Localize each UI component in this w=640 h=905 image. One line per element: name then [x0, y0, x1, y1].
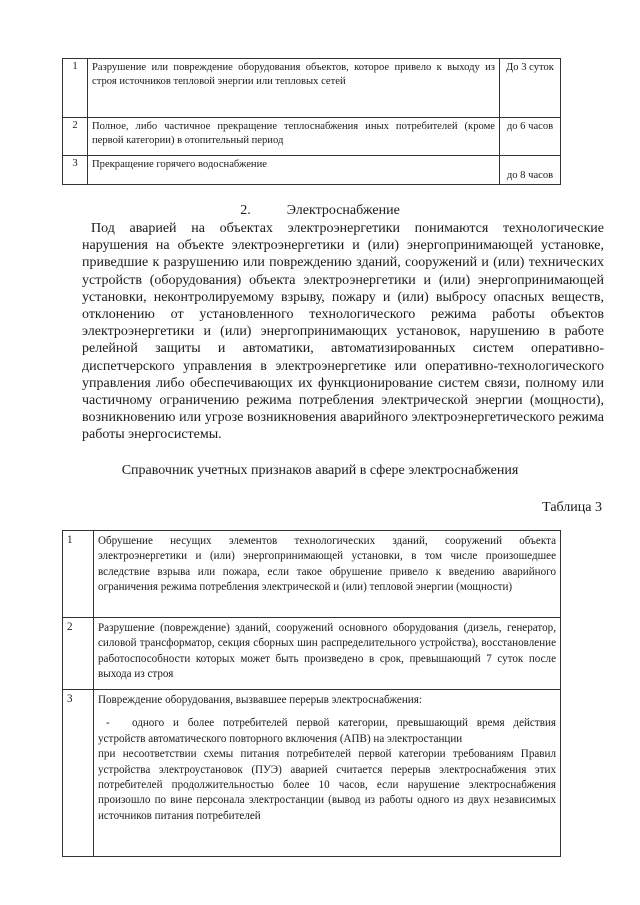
electricity-criteria-table [62, 530, 561, 857]
section-heading [0, 203, 640, 219]
row-number: 1 [63, 531, 94, 618]
heat-supply-criteria-table [62, 58, 561, 185]
table-label: Таблица 3 [542, 500, 602, 515]
row-description: Прекращение горячего водоснабжение [88, 156, 500, 185]
table-row [63, 59, 561, 118]
row-continuation: при несоответствии схемы питания потребителей первой категории требованиям Правил устройства электроустановок (ПУЭ) аварией считается перерыв электроснабжения этих потребителей продолжительностью более 10 часов, если нарушение электроснабжения произошло по вине персонала электростанции (вывод из работы одного из двух независимых источников питания потребителей [98, 748, 556, 822]
row-number: 1 [63, 59, 88, 118]
row-description: Разрушение или повреждение оборудования объектов, которое привело к выходу из строя источников тепловой энергии или тепловых сетей [88, 59, 500, 118]
row-duration: до 8 часов [500, 156, 561, 185]
definition-paragraph: Под аварией на объектах электроэнергетики понимаются технологические нарушения на объекте электроэнергетики и (или) энергопринимающей установке, приведшие к разрушению или повреждению зданий, сооружений и (или) технических устройств (оборудования) объекта электроэнергетики и (или) энергопринимающей установки, неконтролируемому взрыву, пожару и (или) выбросу опасных веществ, отклонению от установленного технологического режима работы объектов электроэнергетики и (или) энергопринимающих установок, нарушению в работе релейной защиты и автоматики, автоматизированных систем оперативно-диспетчерского управления в электроэнергетике или оперативно-технологического управления либо обеспечивающих их функционирование систем связи, полному или частичному ограничению режима потребления электрической энергии (мощности), возникновению или угрозе возникновения аварийного электроэнергетического режима работы энергосистемы. [82, 221, 604, 443]
row-duration: До 3 суток [500, 59, 561, 118]
dash-marker: - [106, 717, 110, 730]
table-row [63, 118, 561, 156]
row-description: Разрушение (повреждение) зданий, сооружений основного оборудования (дизель, генератор, силовой трансформатор, секция сборных шин распределительного устройства), восстановление работоспособности которых может быть произведено в срок, превышающий 7 суток после выхода из строя [94, 618, 561, 690]
table-row [63, 156, 561, 185]
row-description: Полное, либо частичное прекращение теплоснабжения иных потребителей (кроме первой категории) в отопительный период [88, 118, 500, 156]
list-item-text: одного и более потребителей первой категории, превышающий время действия устройств автоматического повторного включения (АПВ) на электростанции [98, 717, 556, 745]
row-intro: Повреждение оборудования, вызвавшее перерыв электроснабжения: [98, 694, 422, 706]
row-description [94, 690, 561, 857]
row-duration: до 6 часов [500, 118, 561, 156]
row-number: 2 [63, 118, 88, 156]
handbook-title: Справочник учетных признаков аварий в сфере электроснабжения [121, 463, 519, 478]
section-number: 2. [240, 203, 251, 218]
section-title: Электроснабжение [286, 203, 400, 218]
table-row [63, 531, 561, 618]
table-row [63, 690, 561, 857]
list-item [98, 716, 556, 747]
row-number: 3 [63, 690, 94, 857]
row-description: Обрушение несущих элементов технологических зданий, сооружений объекта электроэнергетики и (или) энергопринимающей установки, в том числе произошедшее вследствие взрыва или пожара, если такое обрушение привело к введению аварийного ограничения режима потребления электрической и (или) тепловой энергии (мощности) [94, 531, 561, 618]
table-row [63, 618, 561, 690]
row-number: 3 [63, 156, 88, 185]
row-number: 2 [63, 618, 94, 690]
